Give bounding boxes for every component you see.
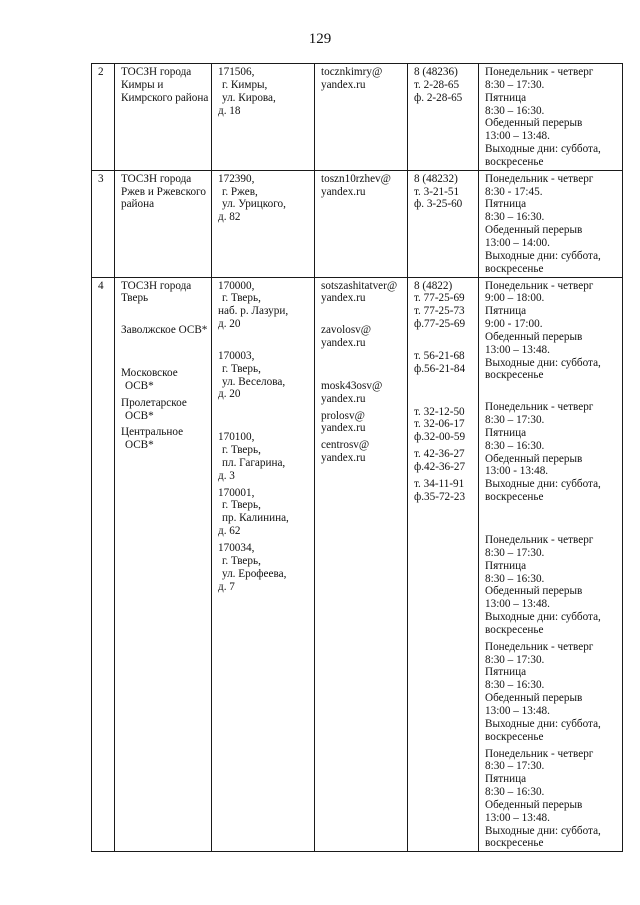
name-line: ТОСЗН города — [121, 172, 192, 185]
name-line: ОСВ* — [125, 379, 154, 392]
address-line: г. Тверь, — [222, 292, 261, 305]
hours-line: 8:30 – 17:30. — [485, 414, 545, 427]
entry-block — [321, 380, 404, 406]
hours-line: воскресенье — [485, 837, 544, 850]
address-line: г. Тверь, — [222, 362, 261, 375]
address-cell — [212, 170, 315, 277]
phone-line: ф.42-36-27 — [414, 460, 466, 473]
hours-line: Обеденный перерыв — [485, 452, 583, 465]
email-line[interactable]: yandex.ru — [321, 422, 366, 435]
phone-line: 8 (4822) — [414, 279, 453, 292]
entry-block — [121, 397, 208, 423]
address-line: 170003, — [218, 349, 255, 362]
address-line: наб. р. Лазури, — [218, 305, 289, 318]
email-cell — [315, 277, 408, 852]
email-line[interactable]: yandex.ru — [321, 392, 366, 405]
phone-line: т. 3-21-51 — [414, 185, 460, 198]
entry-block — [218, 280, 311, 331]
email-line[interactable]: yandex.ru — [321, 337, 366, 350]
hours-line: Обеденный перерыв — [485, 224, 583, 237]
hours-line: воскресенье — [485, 491, 544, 504]
hours-line: воскресенье — [485, 369, 544, 382]
entry-block — [218, 66, 311, 117]
address-cell — [212, 277, 315, 852]
address-line: д. 20 — [218, 388, 241, 401]
address-line: г. Тверь, — [222, 554, 261, 567]
hours-line: 13:00 – 13:48. — [485, 598, 550, 611]
entry-block — [218, 431, 311, 482]
hours-line: 8:30 – 16:30. — [485, 211, 545, 224]
hours-line: Обеденный перерыв — [485, 117, 583, 130]
hours-line: Обеденный перерыв — [485, 692, 583, 705]
office-name-cell — [115, 64, 212, 171]
hours-line: 9:00 - 17:00. — [485, 318, 543, 331]
entry-block — [485, 401, 619, 504]
entry-block — [321, 173, 404, 199]
hours-line: 13:00 – 13:48. — [485, 704, 550, 717]
row-number-cell: 3 — [92, 170, 115, 277]
phone-line: 8 (48236) — [414, 66, 458, 78]
phone-cell — [408, 277, 479, 852]
working-hours-cell — [479, 277, 623, 852]
hours-line: 8:30 – 16:30. — [485, 679, 545, 692]
hours-line: Выходные дни: суббота, — [485, 356, 601, 369]
address-line: ул. Веселова, — [222, 375, 286, 388]
entry-block — [414, 350, 475, 376]
phone-line: т. 32-06-17 — [414, 418, 465, 431]
hours-line: Понедельник - четверг — [485, 401, 594, 414]
entry-block — [121, 173, 208, 212]
address-line: 171506, — [218, 66, 255, 78]
hours-line: Пятница — [485, 666, 527, 679]
address-line: пр. Калинина, — [222, 512, 289, 525]
phone-line: т. 42-36-27 — [414, 448, 465, 461]
entry-block — [485, 641, 619, 744]
address-line: д. 7 — [218, 580, 235, 593]
table-row — [92, 64, 623, 171]
row-number-cell: 2 — [92, 64, 115, 171]
email-line[interactable]: yandex.ru — [321, 452, 366, 465]
hours-line: 8:30 – 16:30. — [485, 572, 545, 585]
office-name-cell — [115, 277, 212, 852]
entry-block — [321, 439, 404, 465]
email-line[interactable]: yandex.ru — [321, 185, 366, 198]
working-hours-cell — [479, 170, 623, 277]
entry-block — [321, 280, 404, 306]
hours-line: Обеденный перерыв — [485, 330, 583, 343]
address-line: г. Тверь, — [222, 499, 261, 512]
hours-line: воскресенье — [485, 623, 544, 636]
name-line: Кимрского района — [121, 91, 209, 104]
hours-line: Понедельник - четверг — [485, 640, 594, 653]
address-line: 170034, — [218, 542, 255, 554]
hours-line: Понедельник - четверг — [485, 172, 594, 185]
entry-block — [414, 173, 475, 212]
email-line[interactable]: mosk43osv@ — [321, 379, 383, 392]
hours-line: Выходные дни: суббота, — [485, 143, 601, 156]
hours-line: 8:30 – 16:30. — [485, 104, 545, 117]
entry-block — [321, 66, 404, 92]
name-line: Московское — [121, 367, 178, 380]
hours-line: воскресенье — [485, 155, 544, 168]
name-line: ОСВ* — [125, 439, 154, 452]
address-cell — [212, 64, 315, 171]
hours-line: 8:30 – 17:30. — [485, 760, 545, 773]
address-line: г. Тверь, — [222, 444, 261, 457]
hours-line: 8:30 – 16:30. — [485, 439, 545, 452]
phone-line: т. 56-21-68 — [414, 349, 465, 362]
entry-block — [121, 324, 208, 337]
name-line: Центральное — [121, 426, 184, 439]
name-line: ТОСЗН города — [121, 66, 192, 78]
hours-line: 13:00 – 13:48. — [485, 130, 550, 143]
table-body — [92, 64, 623, 852]
hours-line: Пятница — [485, 198, 527, 211]
hours-line: Пятница — [485, 426, 527, 439]
entry-block — [218, 542, 311, 593]
hours-line: 8:30 – 16:30. — [485, 786, 545, 799]
hours-line: 8:30 - 17:45. — [485, 185, 543, 198]
phone-line: т. 77-25-69 — [414, 292, 465, 305]
email-line[interactable]: yandex.ru — [321, 78, 366, 91]
phone-line: 8 (48232) — [414, 172, 458, 185]
address-line: 172390, — [218, 172, 255, 185]
email-line[interactable]: sotszashitatver@ — [321, 279, 398, 292]
hours-line: Выходные дни: суббота, — [485, 478, 601, 491]
hours-line: 8:30 – 17:30. — [485, 546, 545, 559]
address-line: д. 3 — [218, 469, 235, 482]
email-cell — [315, 64, 408, 171]
hours-line: 13:00 – 13:48. — [485, 811, 550, 824]
working-hours-cell — [479, 64, 623, 171]
email-line[interactable]: zavolosv@ — [321, 324, 372, 337]
email-line[interactable]: tocznkimry@ — [321, 66, 383, 78]
phone-line: т. 77-25-73 — [414, 305, 465, 318]
hours-line: Понедельник - четверг — [485, 534, 594, 546]
address-line: г. Ржев, — [222, 185, 258, 198]
entry-block — [414, 66, 475, 105]
phone-line: т. 34-11-91 — [414, 477, 465, 490]
address-line: д. 82 — [218, 211, 241, 224]
entry-block — [485, 748, 619, 851]
hours-line: Пятница — [485, 305, 527, 318]
hours-line: Обеденный перерыв — [485, 798, 583, 811]
phone-line: ф.35-72-23 — [414, 490, 466, 503]
hours-line: Пятница — [485, 773, 527, 786]
address-line: д. 18 — [218, 104, 241, 117]
hours-line: 8:30 – 17:30. — [485, 78, 545, 91]
entry-block — [414, 280, 475, 331]
entry-block — [485, 280, 619, 383]
entry-block — [321, 410, 404, 436]
address-line: г. Кимры, — [222, 78, 268, 91]
address-line: ул. Ерофеева, — [222, 567, 287, 580]
entry-block — [121, 426, 208, 452]
office-contacts-table — [91, 63, 623, 852]
address-line: д. 20 — [218, 318, 241, 331]
email-line[interactable]: prolosv@ — [321, 409, 365, 422]
table-row — [92, 170, 623, 277]
phone-line: ф.32-00-59 — [414, 431, 466, 444]
hours-line: 8:30 – 17:30. — [485, 653, 545, 666]
entry-block — [121, 367, 208, 393]
hours-line: воскресенье — [485, 730, 544, 743]
name-line: района — [121, 198, 155, 211]
hours-line: Понедельник - четверг — [485, 747, 594, 760]
email-line[interactable]: toszn10rzhev@ — [321, 172, 391, 185]
phone-line: т. 2-28-65 — [414, 78, 460, 91]
hours-line: 13:00 – 14:00. — [485, 236, 550, 249]
email-cell — [315, 170, 408, 277]
name-line: Кимры и — [121, 78, 164, 91]
entry-block — [121, 280, 208, 306]
phone-line: ф.77-25-69 — [414, 318, 466, 331]
entry-block — [485, 173, 619, 276]
name-line: Пролетарское — [121, 396, 187, 409]
address-line: пл. Гагарина, — [222, 456, 286, 469]
phone-line: ф.56-21-84 — [414, 362, 466, 375]
name-line: ОСВ* — [125, 409, 154, 422]
name-line: ТОСЗН города — [121, 279, 192, 292]
entry-block — [121, 66, 208, 105]
email-line[interactable]: centrosv@ — [321, 439, 370, 452]
entry-block — [414, 406, 475, 445]
name-line: Ржев и Ржевского — [121, 185, 206, 198]
table-row — [92, 277, 623, 852]
address-line: 170000, — [218, 279, 255, 292]
hours-line: Понедельник - четверг — [485, 66, 594, 78]
hours-line: Обеденный перерыв — [485, 585, 583, 598]
entry-block — [414, 448, 475, 474]
hours-line: Выходные дни: суббота, — [485, 249, 601, 262]
phone-line: ф. 2-28-65 — [414, 91, 463, 104]
address-line: ул. Кирова, — [222, 91, 276, 104]
entry-block — [321, 324, 404, 350]
entry-block — [218, 350, 311, 401]
hours-line: Выходные дни: суббота, — [485, 824, 601, 837]
hours-line: 13:00 - 13:48. — [485, 465, 549, 478]
name-line: Заволжское ОСВ* — [121, 324, 208, 337]
address-line: ул. Урицкого, — [222, 198, 286, 211]
address-line: 170001, — [218, 486, 255, 499]
name-line: Тверь — [121, 292, 149, 305]
page-number: 129 — [308, 31, 332, 47]
phone-line: т. 32-12-50 — [414, 405, 465, 418]
office-name-cell — [115, 170, 212, 277]
entry-block — [485, 66, 619, 169]
hours-line: Понедельник - четверг — [485, 279, 594, 292]
hours-line: Выходные дни: суббота, — [485, 611, 601, 624]
entry-block — [485, 534, 619, 637]
hours-line: Пятница — [485, 91, 527, 104]
phone-line: ф. 3-25-60 — [414, 198, 463, 211]
entry-block — [414, 478, 475, 504]
entry-block — [218, 173, 311, 224]
entry-block — [218, 487, 311, 538]
address-line: д. 62 — [218, 525, 241, 538]
phone-cell — [408, 64, 479, 171]
phone-cell — [408, 170, 479, 277]
hours-line: Пятница — [485, 559, 527, 572]
row-number-cell: 4 — [92, 277, 115, 852]
hours-line: Выходные дни: суббота, — [485, 717, 601, 730]
hours-line: 9:00 – 18:00. — [485, 292, 545, 305]
email-line[interactable]: yandex.ru — [321, 292, 366, 305]
address-line: 170100, — [218, 431, 255, 444]
hours-line: воскресенье — [485, 262, 544, 275]
hours-line: 13:00 – 13:48. — [485, 343, 550, 356]
